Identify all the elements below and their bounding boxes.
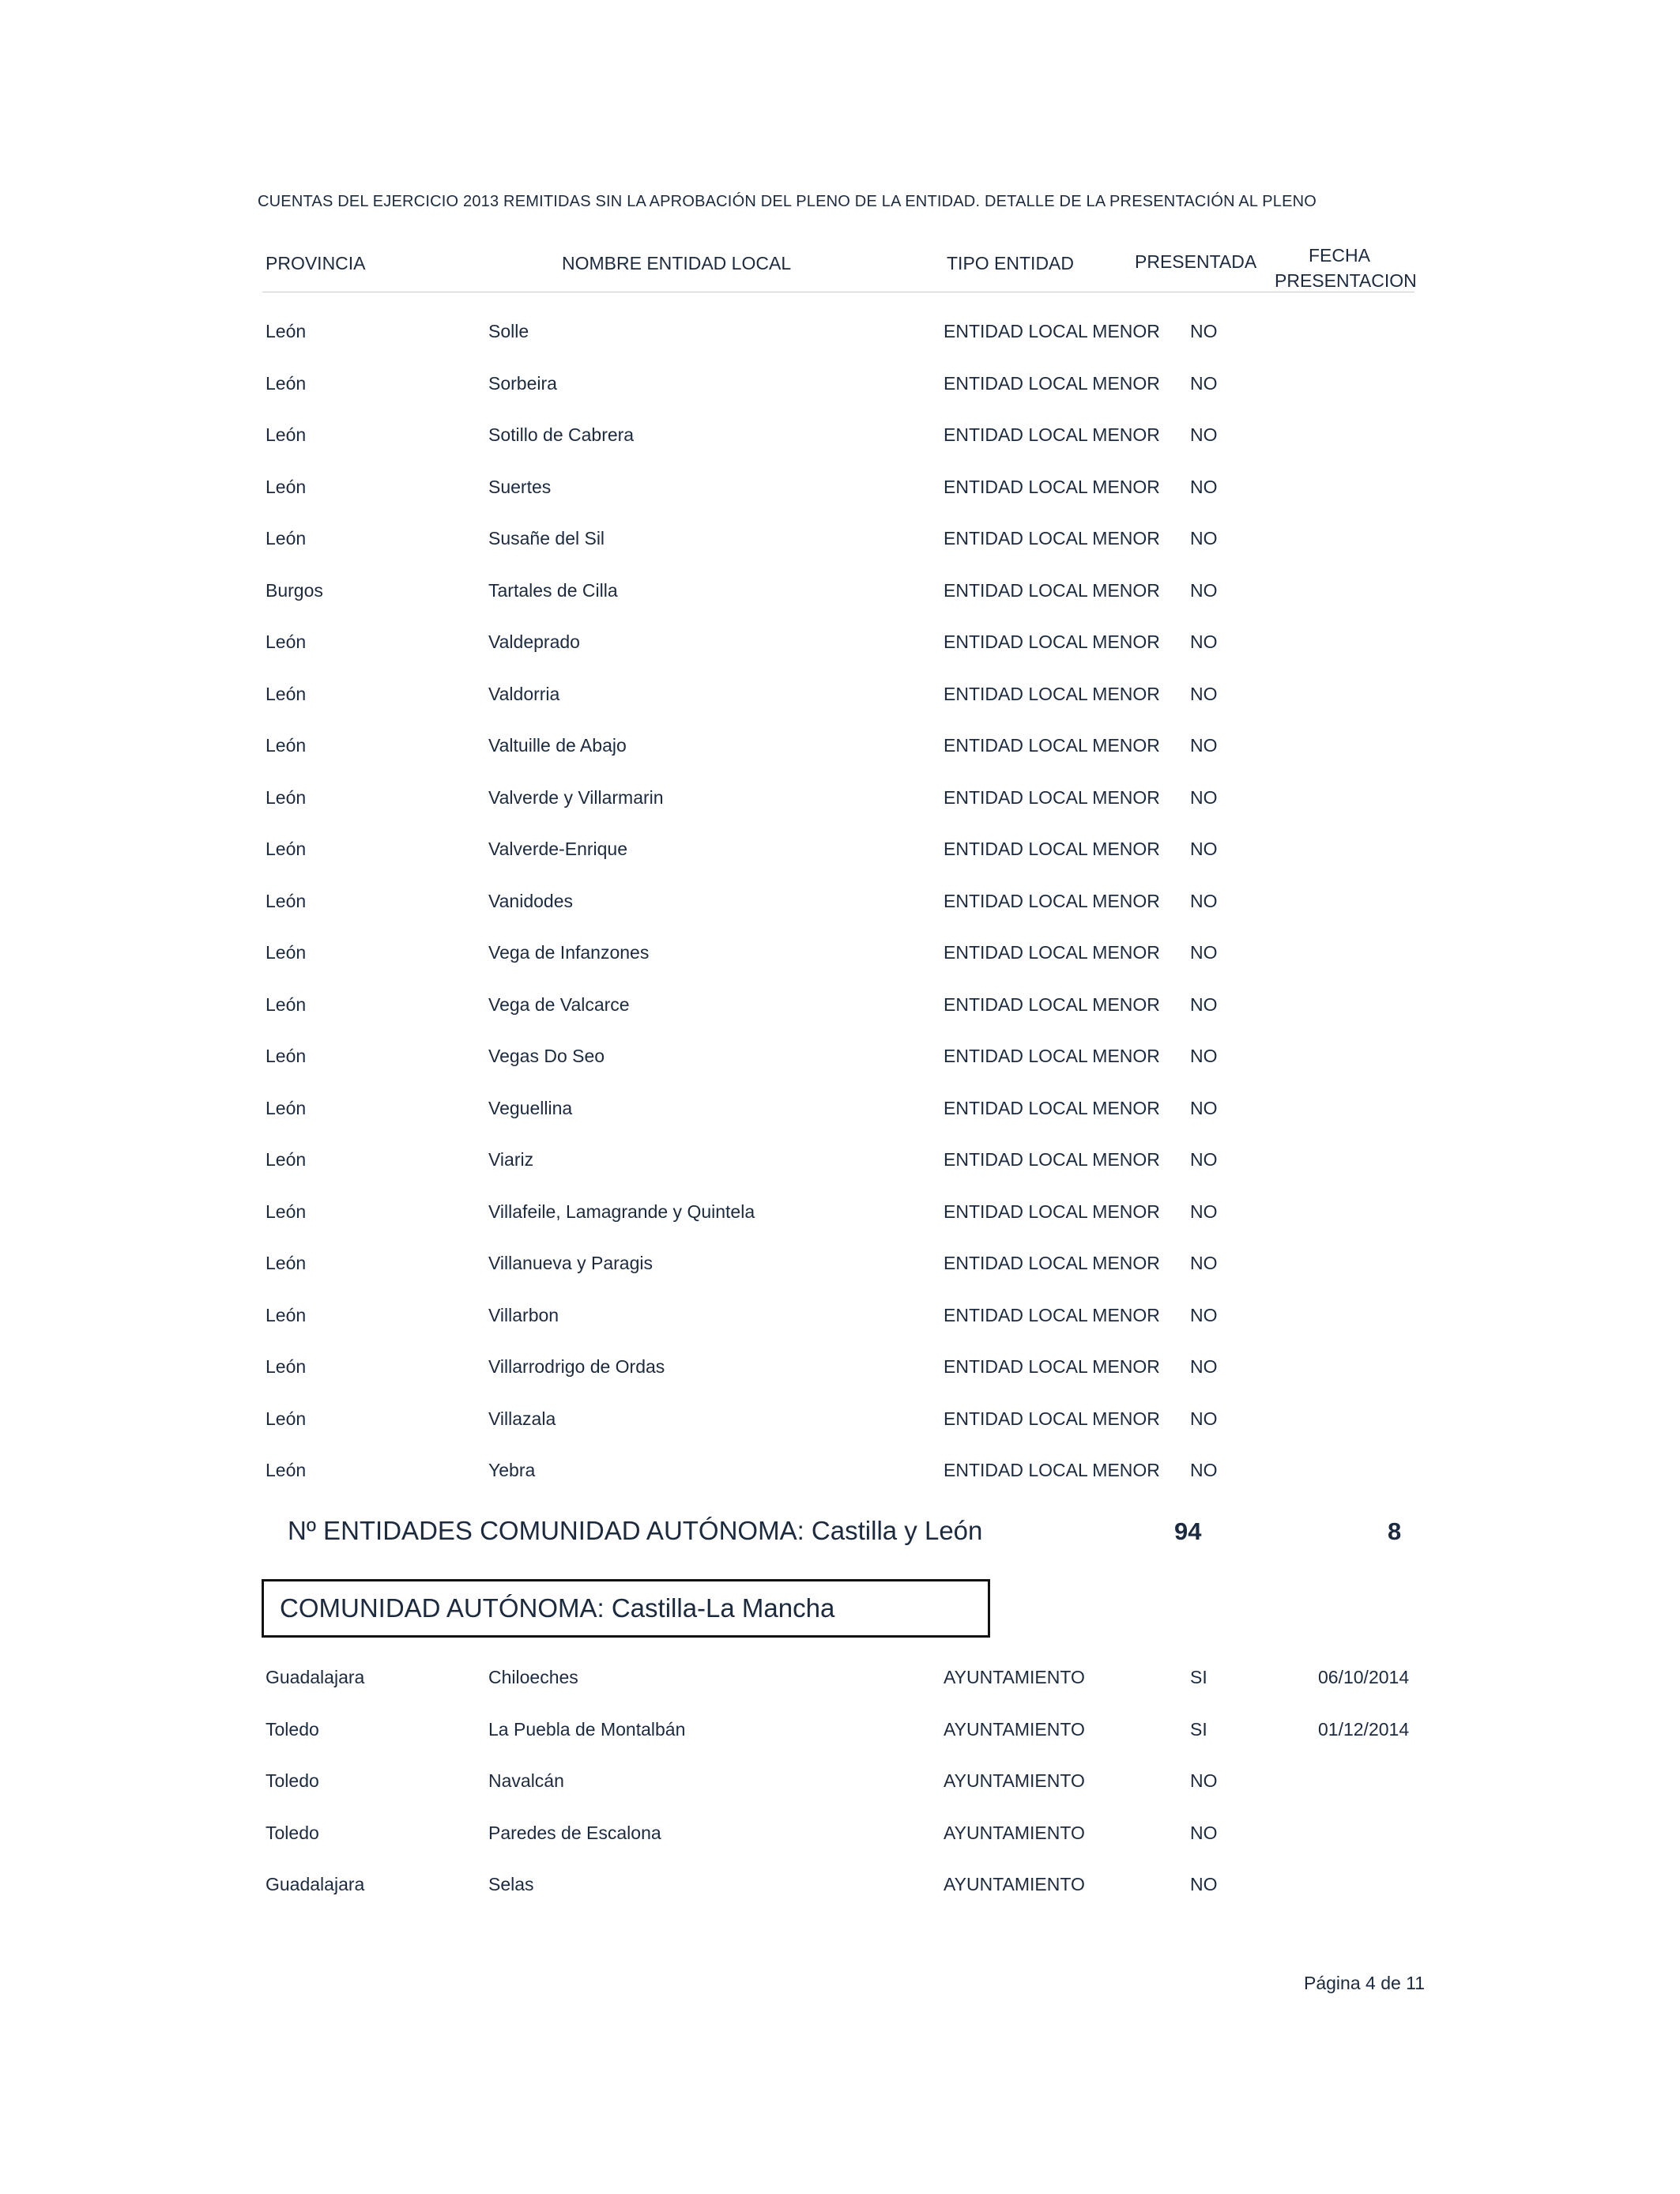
cell-tipo: ENTIDAD LOCAL MENOR [944,890,1160,911]
cell-presentada: NO [1190,424,1218,445]
cell-nombre: Selas [488,1874,534,1894]
cell-presentada: NO [1190,735,1218,756]
cell-tipo: ENTIDAD LOCAL MENOR [944,372,1160,394]
cell-tipo: ENTIDAD LOCAL MENOR [944,839,1160,859]
cell-tipo: ENTIDAD LOCAL MENOR [944,528,1160,548]
cell-tipo: ENTIDAD LOCAL MENOR [944,321,1160,341]
cell-presentada: NO [1190,528,1218,548]
cell-nombre: Chiloeches [488,1667,578,1687]
cell-provincia: León [266,1408,307,1429]
cell-presentada: NO [1190,1460,1218,1480]
cell-provincia: Burgos [266,579,323,601]
cell-presentada: NO [1190,786,1218,808]
cell-nombre: Valdeprado [488,631,580,652]
cell-provincia: León [266,1460,307,1480]
cell-tipo: AYUNTAMIENTO [944,1770,1085,1791]
cell-presentada: NO [1190,1408,1218,1429]
page-number: Página 4 de 11 [1304,1973,1426,1993]
cell-nombre: Vega de Infanzones [488,942,650,963]
cell-provincia: León [266,735,307,756]
cell-tipo: AYUNTAMIENTO [944,1718,1085,1740]
cell-tipo: ENTIDAD LOCAL MENOR [944,683,1160,704]
cell-fecha: 06/10/2014 [1318,1667,1410,1687]
cell-provincia: León [266,1304,307,1325]
cell-provincia: León [266,1149,307,1170]
cell-provincia: León [266,476,307,497]
cell-presentada: SI [1190,1718,1207,1740]
cell-tipo: ENTIDAD LOCAL MENOR [944,993,1160,1015]
cell-tipo: ENTIDAD LOCAL MENOR [944,579,1160,601]
cell-provincia: Toledo [266,1822,319,1843]
cell-provincia: León [266,683,307,704]
cell-tipo: ENTIDAD LOCAL MENOR [944,1460,1160,1480]
cell-presentada: NO [1190,1097,1218,1118]
cell-nombre: Vanidodes [488,890,573,911]
cell-nombre: Solle [488,321,529,341]
cell-presentada: NO [1190,321,1218,341]
cell-provincia: León [266,839,307,859]
cell-presentada: NO [1190,839,1218,859]
cell-presentada: NO [1190,1770,1218,1791]
section-header-castilla-la-mancha [262,1579,990,1638]
cell-nombre: La Puebla de Montalbán [488,1718,686,1740]
cell-presentada: NO [1190,683,1218,704]
cell-presentada: NO [1190,579,1218,601]
cell-nombre: Valverde y Villarmarin [488,786,664,808]
cell-provincia: Toledo [266,1770,319,1791]
column-header-tipo: TIPO ENTIDAD [947,253,1075,273]
cell-provincia: León [266,321,307,341]
cell-tipo: ENTIDAD LOCAL MENOR [944,786,1160,808]
cell-tipo: ENTIDAD LOCAL MENOR [944,1304,1160,1325]
cell-presentada: NO [1190,942,1218,963]
cell-provincia: Toledo [266,1718,319,1740]
cell-provincia: León [266,1097,307,1118]
cell-provincia: León [266,528,307,548]
cell-tipo: AYUNTAMIENTO [944,1874,1085,1894]
total-count: 94 [1174,1517,1202,1545]
cell-nombre: Vegas Do Seo [488,1046,605,1066]
total-label: Nº ENTIDADES COMUNIDAD AUTÓNOMA: Castilla y León [288,1516,983,1545]
cell-nombre: Villarbon [488,1304,559,1325]
section-label: COMUNIDAD AUTÓNOMA: Castilla-La Mancha [280,1593,835,1623]
cell-presentada: NO [1190,890,1218,911]
cell-provincia: León [266,424,307,445]
cell-provincia: León [266,1253,307,1273]
cell-nombre: Sorbeira [488,372,557,394]
cell-nombre: Sotillo de Cabrera [488,424,635,445]
cell-presentada: NO [1190,1356,1218,1377]
cell-nombre: Valverde-Enrique [488,839,628,859]
cell-provincia: Guadalajara [266,1874,365,1894]
cell-nombre: Villarrodrigo de Ordas [488,1356,665,1377]
cell-nombre: Suertes [488,476,552,497]
cell-nombre: Valtuille de Abajo [488,735,627,756]
column-header-presentada: PRESENTADA [1135,251,1257,272]
cell-tipo: ENTIDAD LOCAL MENOR [944,1408,1160,1429]
cell-tipo: AYUNTAMIENTO [944,1667,1085,1687]
cell-nombre: Susañe del Sil [488,528,605,548]
cell-tipo: ENTIDAD LOCAL MENOR [944,476,1160,497]
cell-tipo: ENTIDAD LOCAL MENOR [944,942,1160,963]
cell-provincia: León [266,786,307,808]
cell-nombre: Villanueva y Paragis [488,1253,653,1273]
cell-provincia: Guadalajara [266,1667,365,1687]
cell-nombre: Veguellina [488,1097,573,1118]
column-header-fecha: FECHA [1309,245,1370,266]
cell-tipo: ENTIDAD LOCAL MENOR [944,735,1160,756]
cell-tipo: ENTIDAD LOCAL MENOR [944,631,1160,652]
cell-nombre: Tartales de Cilla [488,579,618,601]
cell-provincia: León [266,631,307,652]
cell-tipo: ENTIDAD LOCAL MENOR [944,1201,1160,1222]
cell-tipo: AYUNTAMIENTO [944,1822,1085,1843]
cell-provincia: León [266,942,307,963]
cell-presentada: NO [1190,476,1218,497]
cell-presentada: NO [1190,1253,1218,1273]
total-presented: 8 [1388,1517,1402,1545]
column-header-nombre: NOMBRE ENTIDAD LOCAL [562,253,792,273]
cell-presentada: NO [1190,1149,1218,1170]
cell-presentada: NO [1190,1201,1218,1222]
cell-nombre: Villafeile, Lamagrande y Quintela [488,1201,755,1222]
cell-nombre: Navalcán [488,1770,564,1791]
cell-provincia: León [266,890,307,911]
cell-presentada: NO [1190,993,1218,1015]
cell-presentada: NO [1190,1874,1218,1894]
cell-nombre: Vega de Valcarce [488,993,630,1015]
cell-tipo: ENTIDAD LOCAL MENOR [944,1253,1160,1273]
cell-provincia: León [266,1356,307,1377]
cell-nombre: Valdorria [488,683,560,704]
cell-provincia: León [266,1046,307,1066]
cell-presentada: NO [1190,372,1218,394]
cell-provincia: León [266,1201,307,1222]
cell-presentada: NO [1190,1822,1218,1843]
cell-tipo: ENTIDAD LOCAL MENOR [944,1356,1160,1377]
column-header-presentacion: PRESENTACION [1275,270,1417,291]
cell-fecha: 01/12/2014 [1318,1718,1410,1740]
cell-provincia: León [266,372,307,394]
cell-nombre: Viariz [488,1149,534,1170]
cell-tipo: ENTIDAD LOCAL MENOR [944,424,1160,445]
cell-provincia: León [266,993,307,1015]
cell-nombre: Paredes de Escalona [488,1822,661,1843]
cell-tipo: ENTIDAD LOCAL MENOR [944,1149,1160,1170]
cell-presentada: SI [1190,1667,1207,1687]
cell-presentada: NO [1190,1046,1218,1066]
cell-nombre: Villazala [488,1408,556,1429]
column-header-provincia: PROVINCIA [266,253,366,273]
cell-presentada: NO [1190,631,1218,652]
document-title: CUENTAS DEL EJERCICIO 2013 REMITIDAS SIN LA APROBACIÓN DEL PLENO DE LA ENTIDAD. DETALLE DE LA PRESENTACIÓN AL PLENO [258,193,1317,210]
cell-tipo: ENTIDAD LOCAL MENOR [944,1046,1160,1066]
cell-nombre: Yebra [488,1460,536,1480]
cell-tipo: ENTIDAD LOCAL MENOR [944,1097,1160,1118]
cell-presentada: NO [1190,1304,1218,1325]
